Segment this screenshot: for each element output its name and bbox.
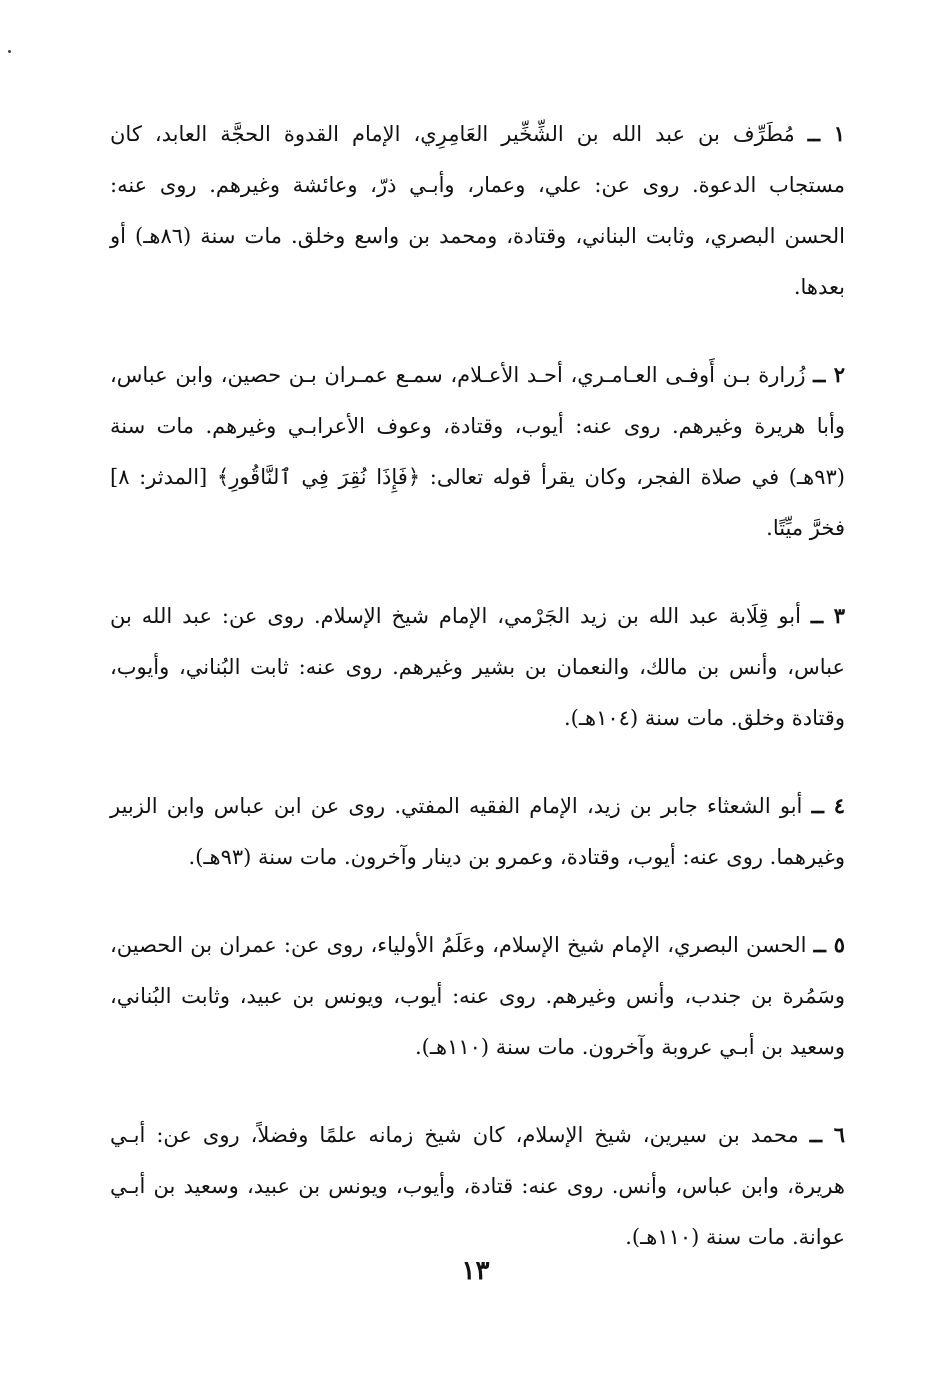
- page-number: ١٣: [461, 1256, 490, 1286]
- entry-text: أبو الشعثاء جابر بن زيد، الإمام الفقيه المفتي. روى عن ابن عباس وابن الزبير وغيرهما. روى عنه: أيوب، وقتادة، وعمرو بن دينار وآخرون. مات سنة (٩٣هـ).: [110, 794, 845, 869]
- entry-text: مُطَرِّف بن عبد الله بن الشِّخِّير العَامِرِي، الإمام القدوة الحجَّة العابد، كان مستجاب الدعوة. روى عن: علي، وعمار، وأبـي ذرّ، وعائشة وغيرهم. روى عنه: الحسن البصري، وثابت البناني، وقتادة، ومحمد بن واسع وخلق. مات سنة (٨٦هـ) أو بعدها.: [110, 122, 845, 299]
- entry-number: ٦ ــ: [809, 1122, 845, 1147]
- entry-text: الحسن البصري، الإمام شيخ الإسلام، وعَلَمُ الأولياء، روى عن: عمران بن الحصين، وسَمُرة بن جندب، وأنس وغيرهم. روى عنه: أيوب، ويونس بن عبيد، وثابت البُناني، وسعيد بن أبـي عروبة وآخرون. مات سنة (١١٠هـ).: [110, 933, 845, 1059]
- biography-entry-5: [110, 919, 845, 1073]
- biography-entry-4: [110, 780, 845, 883]
- entry-number: ٣ ــ: [810, 603, 845, 628]
- biography-entry-1: [110, 108, 845, 313]
- entry-number: ٢ ــ: [813, 362, 845, 387]
- entry-number: ١ ــ: [807, 121, 845, 146]
- biography-entry-3: [110, 590, 845, 744]
- entry-text: أبو قِلَابة عبد الله بن زيد الجَرْمي، الإمام شيخ الإسلام. روى عن: عبد الله بن عباس، وأنس بن مالك، والنعمان بن بشير وغيرهم. روى عنه: ثابت البُناني، وأيوب، وقتادة وخلق. مات سنة (١٠٤هـ).: [110, 604, 845, 730]
- biography-entry-2: [110, 349, 845, 554]
- biography-entry-6: [110, 1109, 845, 1263]
- entry-number: ٥ ــ: [813, 932, 845, 957]
- entry-text: محمد بن سيرين، شيخ الإسلام، كان شيخ زمانه علمًا وفضلاً، روى عن: أبـي هريرة، وابن عباس، وأنس. روى عنه: قتادة، وأيوب، ويونس بن عبيد، وسعيد بن أبـي عوانة. مات سنة (١١٠هـ).: [110, 1123, 845, 1249]
- entry-number: ٤ ــ: [811, 793, 845, 818]
- page-body: [110, 108, 845, 1299]
- scan-speck: [8, 50, 11, 53]
- entry-text: زُرارة بـن أَوفـى العـامـري، أحـد الأعـلام، سمـع عمـران بـن حصين، وابن عباس، وأبا هريرة وغيرهم. روى عنه: أيوب، وقتادة، وعوف الأعرابـي وغيرهم. مات سنة (٩٣هـ) في صلاة الفجر، وكان يقرأ قوله تعالى: ﴿فَإِذَا نُقِرَ فِي ٱلنَّاقُورِ﴾ [المدثر: ٨] فخرَّ ميِّتًا.: [110, 363, 845, 540]
